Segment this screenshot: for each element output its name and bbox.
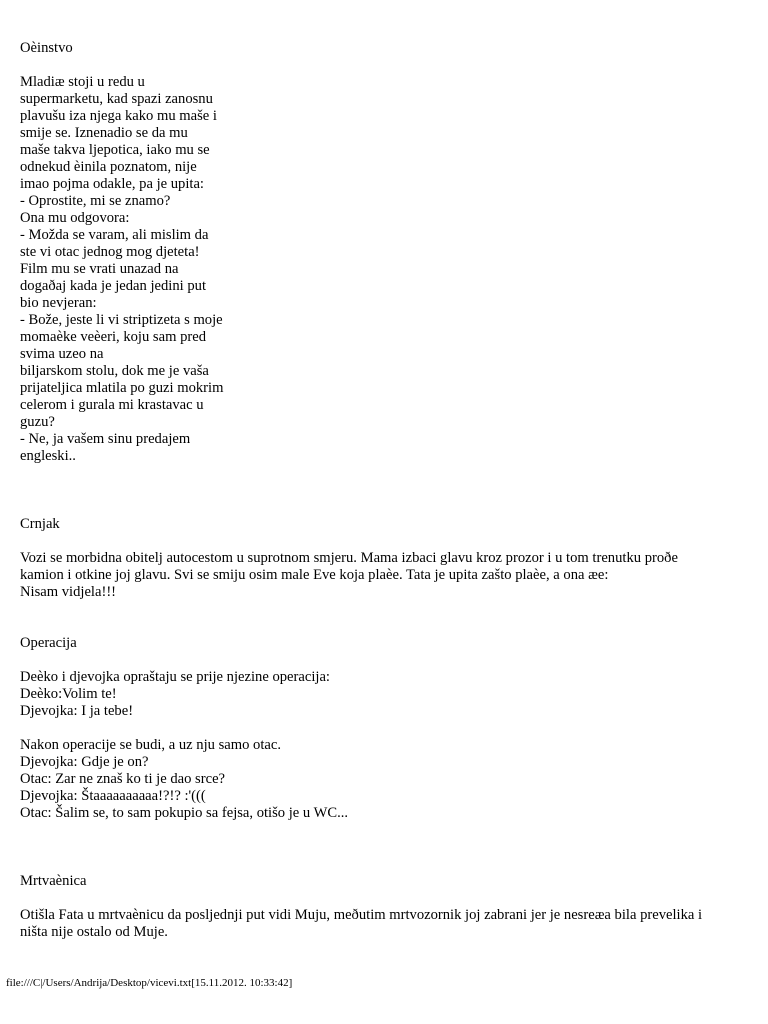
joke-paragraph — [20, 669, 750, 720]
text-line: momaèke veèeri, koju sam pred — [20, 329, 206, 345]
text-line: smije se. Iznenadio se da mu — [20, 125, 188, 141]
text-line: Otac: Zar ne znaš ko ti je dao srce? — [20, 771, 226, 787]
text-line: celerom i gurala mi krastavac u — [20, 397, 204, 413]
text-line: Djevojka: Gdje je on? — [20, 754, 149, 770]
text-line: Djevojka: I ja tebe! — [20, 703, 134, 719]
spacer — [20, 465, 750, 516]
text-line: engleski.. — [20, 448, 76, 464]
joke-operacija — [20, 635, 750, 822]
text-line: - Oprostite, mi se znamo? — [20, 193, 171, 209]
text-line: Mladiæ stoji u redu u — [20, 74, 145, 90]
text-line: Ona mu odgovora: — [20, 210, 130, 226]
text-line: Deèko i djevojka opraštaju se prije njezine operacija: — [20, 669, 330, 685]
text-line: Nakon operacije se budi, a uz nju samo otac. — [20, 737, 281, 753]
joke-text — [20, 550, 750, 601]
text-line: guzu? — [20, 414, 55, 430]
spacer — [20, 822, 750, 873]
text-line: odnekud èinila poznatom, nije — [20, 159, 197, 175]
text-line: - Možda se varam, ali mislim da — [20, 227, 209, 243]
joke-title: Operacija — [20, 635, 77, 651]
spacer — [20, 601, 750, 635]
joke-mrtvaenica — [20, 873, 750, 941]
text-line: Djevojka: Štaaaaaaaaaa!?!? :'((( — [20, 788, 206, 804]
joke-title: Oèinstvo — [20, 40, 73, 56]
text-line: supermarketu, kad spazi zanosnu — [20, 91, 213, 107]
text-line: Otac: Šalim se, to sam pokupio sa fejsa, otišo je u WC... — [20, 805, 349, 821]
text-line: Film mu se vrati unazad na — [20, 261, 179, 277]
text-line: prijateljica mlatila po guzi mokrim — [20, 380, 224, 396]
joke-paragraph — [20, 737, 750, 822]
joke-title: Mrtvaènica — [20, 873, 87, 889]
print-footer-path: file:///C|/Users/Andrija/Desktop/vicevi.txt[15.11.2012. 10:33:42] — [6, 977, 293, 989]
joke-crnjak — [20, 516, 750, 601]
text-line: ste vi otac jednog mog djeteta! — [20, 244, 200, 260]
text-line: - Ne, ja vašem sinu predajem — [20, 431, 191, 447]
document-body — [20, 40, 750, 941]
joke-title: Crnjak — [20, 516, 60, 532]
text-line: Deèko:Volim te! — [20, 686, 117, 702]
text-line: plavušu iza njega kako mu maše i — [20, 108, 217, 124]
text-line: dogaðaj kada je jedan jedini put — [20, 278, 207, 294]
text-line: maše takva ljepotica, iako mu se — [20, 142, 210, 158]
text-line: - Bože, jeste li vi striptizeta s moje — [20, 312, 223, 328]
joke-oeinstvo — [20, 40, 750, 465]
text-line: biljarskom stolu, dok me je vaša — [20, 363, 209, 379]
text-line: Otišla Fata u mrtvaènicu da posljednji put vidi Muju, meðutim mrtvozornik joj zabrani jer je nesreæa bila prevelika i — [20, 907, 703, 923]
joke-text — [20, 907, 750, 941]
text-line: kamion i otkine joj glavu. Svi se smiju osim male Eve koja plaèe. Tata je upita zašto plaèe, a ona æe: — [20, 567, 609, 583]
text-line: Vozi se morbidna obitelj autocestom u suprotnom smjeru. Mama izbaci glavu kroz prozor i u tom trenutku proðe — [20, 550, 678, 566]
text-line: svima uzeo na — [20, 346, 104, 362]
text-line: ništa nije ostalo od Muje. — [20, 924, 168, 940]
text-line: imao pojma odakle, pa je upita: — [20, 176, 204, 192]
joke-text — [20, 74, 750, 465]
text-line: bio nevjeran: — [20, 295, 97, 311]
text-line: Nisam vidjela!!! — [20, 584, 117, 600]
